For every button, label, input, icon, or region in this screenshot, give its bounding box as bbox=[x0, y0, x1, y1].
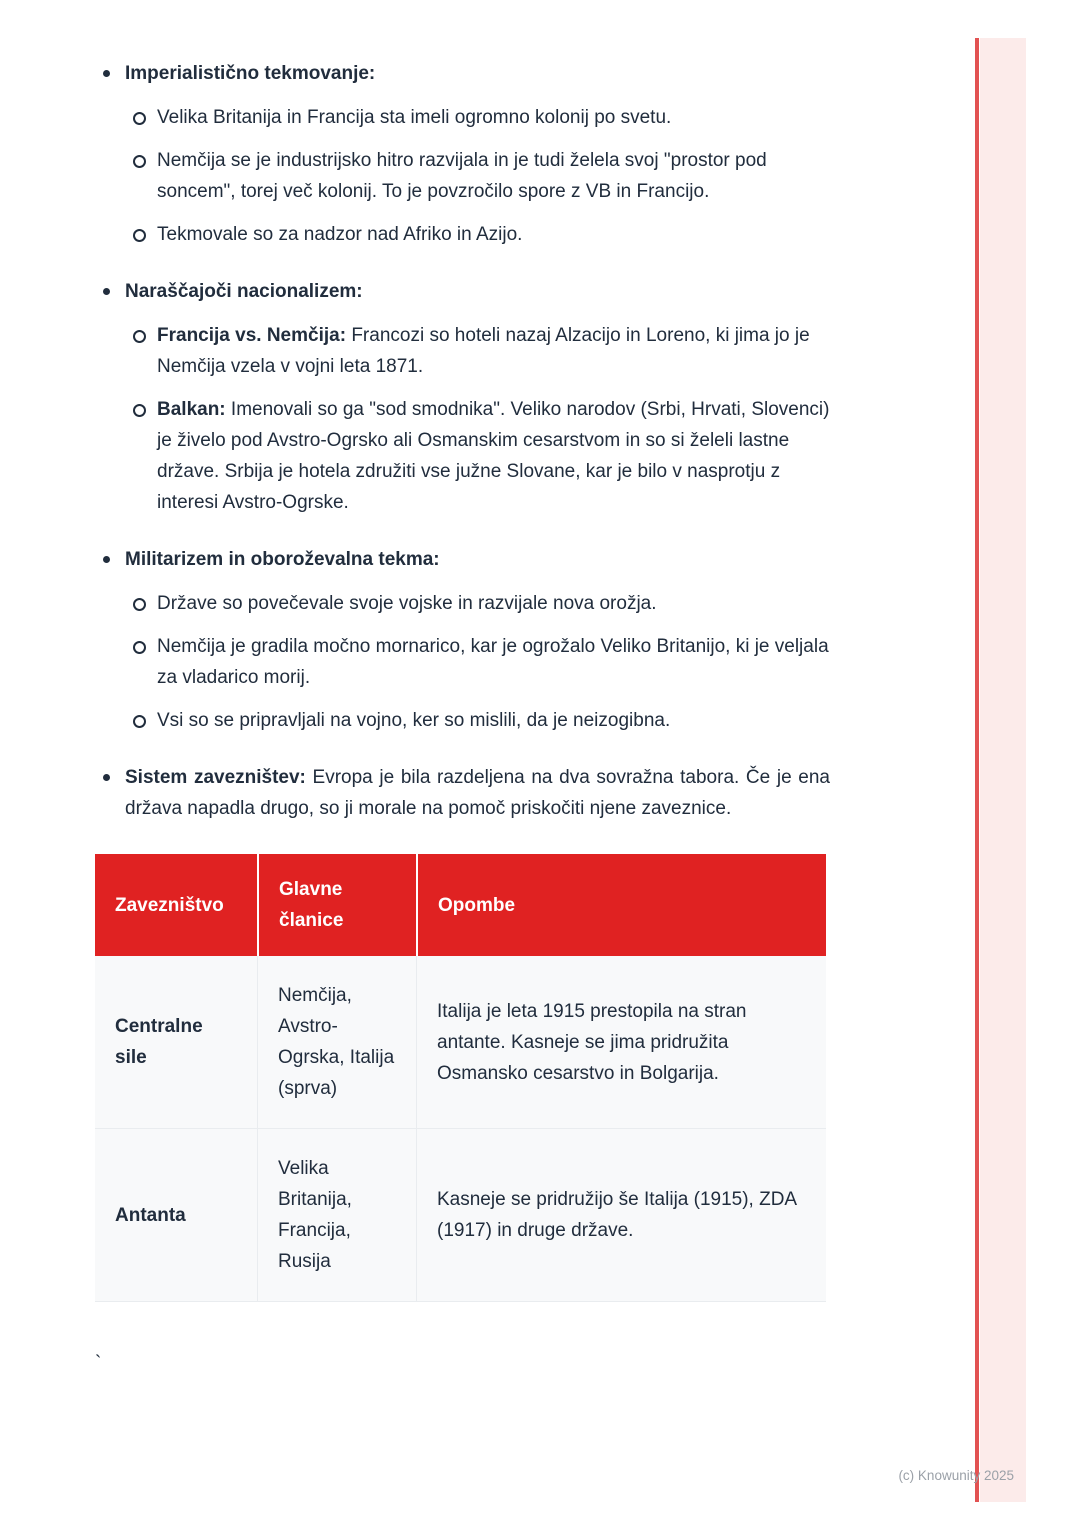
alliances-table bbox=[95, 854, 826, 1302]
section-militarism bbox=[95, 544, 830, 736]
section-title-inline: Sistem zavezništev: bbox=[125, 767, 306, 788]
side-stripe-band bbox=[980, 38, 1026, 1502]
list-item bbox=[125, 705, 830, 736]
table-header-notes: Opombe bbox=[416, 854, 826, 956]
list-item bbox=[125, 102, 830, 133]
section-nationalism bbox=[95, 276, 830, 518]
sub-list bbox=[125, 320, 830, 518]
item-text: Velika Britanija in Francija sta imeli ogromno kolonij po svetu. bbox=[157, 107, 672, 128]
sub-list bbox=[125, 102, 830, 250]
table-header-alliance: Zavezništvo bbox=[115, 894, 224, 916]
list-item bbox=[125, 588, 830, 619]
list-item bbox=[125, 320, 830, 382]
item-lead: Balkan: bbox=[157, 399, 226, 420]
section-title: Militarizem in oboroževalna tekma: bbox=[125, 549, 440, 570]
table-header-row bbox=[95, 854, 826, 956]
item-text: Nemčija je gradila močno mornarico, kar je ogrožalo Veliko Britanijo, ki je veljala za vladarico morij. bbox=[157, 636, 829, 688]
item-text: Vsi so se pripravljali na vojno, ker so mislili, da je neizogibna. bbox=[157, 710, 671, 731]
list-item bbox=[125, 145, 830, 207]
section-title: Imperialistično tekmovanje: bbox=[125, 63, 376, 84]
list-item bbox=[125, 219, 830, 250]
item-text: Imenovali so ga "sod smodnika". Veliko narodov (Srbi, Hrvati, Slovenci) je živelo pod Avstro-Ogrsko ali Osmanskim cesarstvom in so si želeli lastne države. Srbija je hotela združiti vse južne Slovane, kar je bilo v nasprotju z interesi Avstro-Ogrske. bbox=[157, 399, 830, 513]
table-header-members: Glavne članice bbox=[257, 854, 416, 956]
cell-members: Velika Britanija, Francija, Rusija bbox=[257, 1129, 416, 1301]
table-row-entente bbox=[95, 1128, 826, 1301]
section-title: Naraščajoči nacionalizem: bbox=[125, 281, 363, 302]
stray-character: ` bbox=[95, 1353, 102, 1374]
footer-credit: (c) Knowunity 2025 bbox=[898, 1468, 1014, 1483]
item-text: Nemčija se je industrijsko hitro razvijala in je tudi želela svoj "prostor pod soncem", torej več kolonij. To je povzročilo spore z VB in Francijo. bbox=[157, 150, 767, 202]
list-item bbox=[125, 394, 830, 518]
item-text: Države so povečevale svoje vojske in razvijale nova orožja. bbox=[157, 593, 657, 614]
table-body bbox=[95, 956, 826, 1302]
cell-notes: Italija je leta 1915 prestopila na stran antante. Kasneje se jima pridružita Osmansko cesarstvo in Bolgarija. bbox=[416, 956, 826, 1128]
side-stripe-line bbox=[975, 38, 979, 1502]
section-text: Evropa je bila razdeljena na dva sovražna tabora. Če je ena država napadla drugo, so ji morale na pomoč priskočiti njene zaveznice. bbox=[125, 767, 830, 819]
cell-members: Nemčija, Avstro-Ogrska, Italija (sprva) bbox=[257, 956, 416, 1128]
item-text: Tekmovale so za nadzor nad Afriko in Azijo. bbox=[157, 224, 523, 245]
item-lead: Francija vs. Nemčija: bbox=[157, 325, 347, 346]
item-text: Francozi so hoteli nazaj Alzacijo in Loreno, ki jima jo je Nemčija vzela v vojni leta 1871. bbox=[157, 325, 810, 377]
cell-alliance: Centralne sile bbox=[115, 1016, 203, 1068]
cell-alliance: Antanta bbox=[115, 1204, 186, 1226]
section-imperialism bbox=[95, 58, 830, 250]
sub-list bbox=[125, 588, 830, 736]
causes-list bbox=[95, 58, 830, 824]
table-row-central-powers bbox=[95, 956, 826, 1128]
cell-notes: Kasneje se pridružijo še Italija (1915), ZDA (1917) in druge države. bbox=[416, 1129, 826, 1301]
list-item bbox=[125, 631, 830, 693]
section-alliances bbox=[95, 762, 830, 824]
